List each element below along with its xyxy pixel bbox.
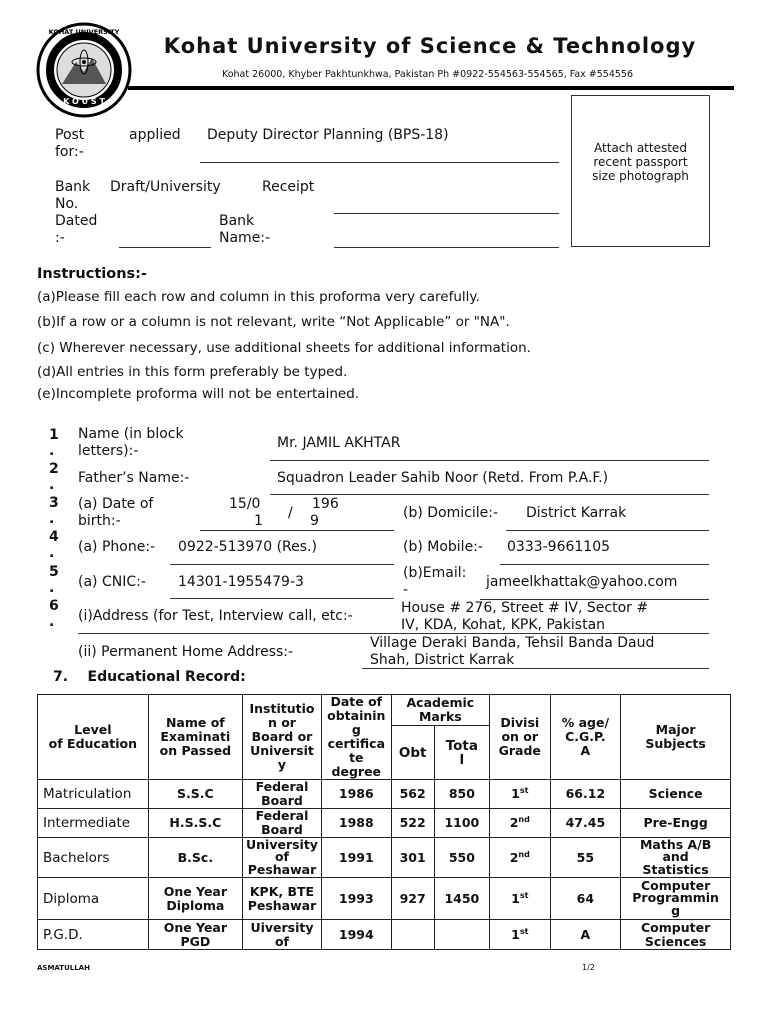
division-suffix: st	[519, 890, 529, 900]
dated-field[interactable]	[119, 247, 211, 248]
cell-level: Diploma	[38, 878, 149, 920]
cell-total: 550	[434, 838, 489, 878]
svg-text:KOHAT UNIVERSITY: KOHAT UNIVERSITY	[48, 28, 120, 36]
name-value: Mr. JAMIL AKHTAR	[277, 435, 401, 451]
cell-division	[490, 809, 550, 838]
cell-level: P.G.D.	[38, 920, 149, 950]
email-label: (b)Email:	[403, 565, 467, 581]
instruction-item: (e)Incomplete proforma will not be entertained.	[37, 386, 360, 402]
cell-total	[434, 920, 489, 950]
dob-day: 1	[254, 513, 263, 529]
dob-year: 9	[310, 513, 319, 529]
cell-level: Matriculation	[38, 780, 149, 809]
father-name-value: Squadron Leader Sahib Noor (Retd. From P.A.F.)	[277, 470, 609, 486]
division-value: 2	[509, 849, 519, 865]
header-institution: Institutio n or Board or Universit y	[243, 695, 322, 780]
cell-date: 1994	[321, 920, 391, 950]
row-number: 1	[49, 427, 59, 443]
home-address-value: Shah, District Karrak	[370, 652, 515, 668]
father-name-label: Father’s Name:-	[78, 470, 190, 486]
division-value: 2	[509, 815, 519, 830]
bank-name-field[interactable]	[334, 247, 559, 248]
cell-division	[490, 780, 550, 809]
photo-box-line: size photograph	[592, 169, 689, 183]
home-address-underline	[362, 668, 709, 669]
name-underline	[270, 460, 709, 461]
instruction-item: (b)If a row or a column is not relevant, write “Not Applicable” or "NA".	[37, 314, 510, 330]
page-title: Kohat University of Science & Technology	[163, 34, 697, 58]
division-suffix: st	[519, 926, 529, 936]
mobile-value: 0333-9661105	[507, 539, 611, 555]
row-number: 3	[49, 495, 59, 511]
cell-date: 1986	[321, 780, 391, 809]
cell-total: 1100	[434, 809, 489, 838]
phone-value: 0922-513970 (Res.)	[178, 539, 317, 555]
address-label: (i)Address (for Test, Interview call, etc:-	[78, 608, 353, 624]
cell-major: Maths A/B and Statistics	[621, 838, 731, 878]
dob-label: birth:-	[78, 513, 121, 529]
cell-total: 1450	[434, 878, 489, 920]
cell-percentage: A	[550, 920, 621, 950]
cnic-underline	[170, 598, 394, 599]
bank-name-label: Bank	[219, 213, 255, 229]
dob-label: (a) Date of	[78, 496, 154, 512]
svg-text:K O U S T: K O U S T	[63, 97, 105, 106]
father-name-underline	[270, 494, 709, 495]
domicile-label: (b) Domicile:-	[403, 505, 498, 521]
cell-division	[490, 838, 550, 878]
cell-level: Bachelors	[38, 838, 149, 878]
mobile-label: (b) Mobile:-	[403, 539, 483, 555]
row-number-dot: .	[49, 545, 55, 561]
row-number-dot: .	[49, 580, 55, 596]
cell-total: 850	[434, 780, 489, 809]
row-number-dot: .	[49, 614, 55, 630]
cnic-value: 14301-1955479-3	[178, 574, 304, 590]
cell-date: 1993	[321, 878, 391, 920]
cell-percentage: 64	[550, 878, 621, 920]
division-suffix: st	[519, 785, 529, 795]
name-label: letters):-	[78, 443, 139, 459]
address-underline	[78, 633, 709, 634]
header-marks: Academic Marks	[391, 695, 489, 726]
cell-exam: H.S.S.C	[148, 809, 242, 838]
header-exam: Name of Examinati on Passed	[148, 695, 242, 780]
photo-box-line: Attach attested	[594, 141, 687, 155]
header-division: Divisi on or Grade	[490, 695, 550, 780]
footer-left: ASMATULLAH	[37, 964, 90, 972]
row-number-dot: .	[49, 477, 55, 493]
table-row	[38, 878, 731, 920]
dob-separator: /	[288, 505, 293, 521]
dob-year: 196	[312, 496, 339, 512]
email-label: -	[403, 582, 409, 598]
education-heading: 7. Educational Record:	[53, 669, 246, 685]
cell-institution: KPK, BTE Peshawar	[243, 878, 322, 920]
row-number: 4	[49, 529, 59, 545]
bank-draft-label: Draft/University	[110, 179, 221, 195]
header-level: Level of Education	[38, 695, 149, 780]
post-underline	[200, 162, 559, 163]
division-value: 1	[511, 786, 520, 801]
cell-institution: University of Peshawar	[243, 838, 322, 878]
cell-exam: B.Sc.	[148, 838, 242, 878]
cell-division	[490, 920, 550, 950]
cell-percentage: 47.45	[550, 809, 621, 838]
cell-major: Pre-Engg	[621, 809, 731, 838]
bank-name-label: Name:-	[219, 230, 271, 246]
home-address-label: (ii) Permanent Home Address:-	[78, 644, 294, 660]
bank-draft-field[interactable]	[334, 213, 559, 214]
home-address-value: Village Deraki Banda, Tehsil Banda Daud	[370, 635, 655, 651]
photo-box	[571, 95, 710, 247]
bank-draft-label: Bank	[55, 179, 91, 195]
row-number: 6	[49, 598, 59, 614]
cell-exam: S.S.C	[148, 780, 242, 809]
education-table	[37, 694, 731, 950]
email-value: jameelkhattak@yahoo.com	[486, 574, 678, 590]
post-label: for:-	[55, 144, 84, 160]
cell-date: 1991	[321, 838, 391, 878]
post-label: Post	[55, 127, 85, 143]
table-row	[38, 838, 731, 878]
cell-exam: One Year PGD	[148, 920, 242, 950]
dob-underline	[200, 530, 394, 531]
cell-division	[490, 878, 550, 920]
table-row	[38, 780, 731, 809]
domicile-value: District Karrak	[526, 505, 627, 521]
row-number: 2	[49, 461, 59, 477]
cell-obt: 927	[391, 878, 434, 920]
cell-level: Intermediate	[38, 809, 149, 838]
post-value: Deputy Director Planning (BPS-18)	[207, 127, 449, 143]
row-number-dot: .	[49, 511, 55, 527]
instruction-item: (c) Wherever necessary, use additional sheets for additional information.	[37, 340, 531, 356]
division-value: 1	[511, 926, 520, 942]
cell-date: 1988	[321, 809, 391, 838]
mobile-underline	[500, 564, 709, 565]
cell-major: Science	[621, 780, 731, 809]
cell-obt: 301	[391, 838, 434, 878]
page-number: 1/2	[582, 963, 595, 972]
university-logo	[36, 22, 132, 118]
header-total: Tota l	[434, 726, 489, 780]
cell-institution: Federal Board	[243, 780, 322, 809]
header-percentage: % age/ C.G.P. A	[550, 695, 621, 780]
dated-label: Dated	[55, 213, 98, 229]
header-date: Date of obtainin g certifica te degree	[321, 695, 391, 780]
cell-major: Computer Sciences	[621, 920, 731, 950]
address-value: IV, KDA, Kohat, KPK, Pakistan	[401, 617, 606, 633]
instruction-item: (d)All entries in this form preferably be typed.	[37, 364, 348, 380]
name-label: Name (in block	[78, 426, 184, 442]
dated-label: :-	[55, 230, 65, 246]
instructions-heading: Instructions:-	[37, 266, 147, 282]
phone-label: (a) Phone:-	[78, 539, 156, 555]
address-value: House # 276, Street # IV, Sector #	[401, 600, 649, 616]
division-suffix: nd	[518, 814, 530, 824]
row-number: 5	[49, 564, 59, 580]
bank-draft-label: Receipt	[262, 179, 315, 195]
table-row	[38, 920, 731, 950]
cell-exam: One Year Diploma	[148, 878, 242, 920]
division-suffix: nd	[518, 849, 530, 859]
post-label: applied	[129, 127, 181, 143]
domicile-underline	[506, 530, 709, 531]
header-obt: Obt	[391, 726, 434, 780]
phone-underline	[170, 564, 394, 565]
cell-obt	[391, 920, 434, 950]
cell-major: Computer Programmin g	[621, 878, 731, 920]
cell-percentage: 55	[550, 838, 621, 878]
cell-obt: 522	[391, 809, 434, 838]
header-major: Major Subjects	[621, 695, 731, 780]
bank-draft-label: No.	[55, 196, 79, 212]
header-rule	[128, 86, 734, 90]
table-row	[38, 809, 731, 838]
instruction-item: (a)Please fill each row and column in this proforma very carefully.	[37, 289, 480, 305]
cnic-label: (a) CNIC:-	[78, 574, 146, 590]
cell-institution: Uiversity of	[243, 920, 322, 950]
cell-percentage: 66.12	[550, 780, 621, 809]
row-number-dot: .	[49, 443, 55, 459]
division-value: 1	[511, 890, 520, 906]
photo-box-line: recent passport	[593, 155, 688, 169]
university-address: Kohat 26000, Khyber Pakhtunkhwa, Pakistan Ph #0922-554563-554565, Fax #554556	[221, 69, 634, 80]
dob-day: 15/0	[229, 496, 261, 512]
cell-obt: 562	[391, 780, 434, 809]
cell-institution: Federal Board	[243, 809, 322, 838]
